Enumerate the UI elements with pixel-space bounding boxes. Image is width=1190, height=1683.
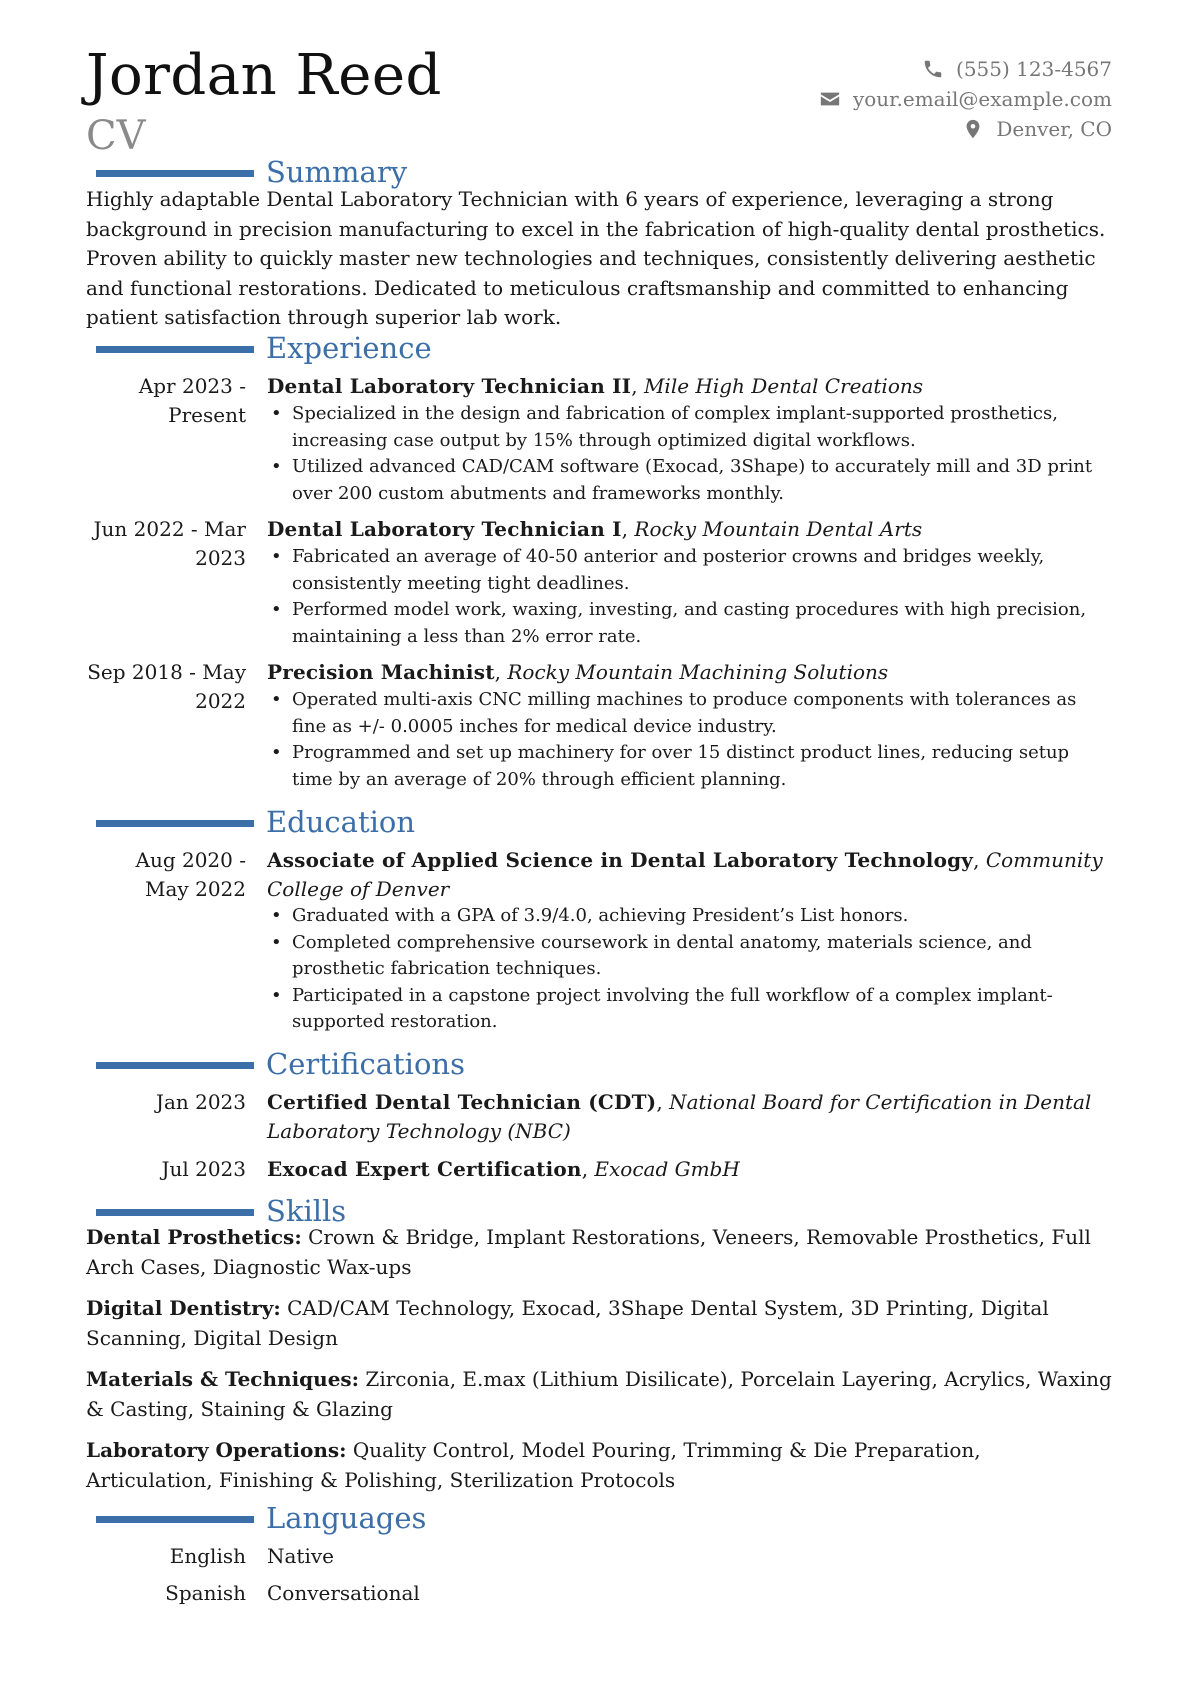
experience-entry: Dental Laboratory Technician I, Rocky Mountain Dental Arts: [267, 517, 923, 541]
language-name: Spanish: [165, 1581, 246, 1605]
summary-text: Highly adaptable Dental Laboratory Technician with 6 years of experience, leveraging a strong background in precision manufacturing to excel in the fabrication of high-quality dental prosthetics. Proven ability to quickly master new technologies and techniques, consistently delivering aesthetic and functional restorations. Dedicated to meticulous craftsmanship and committed to enhancing patient satisfaction through superior lab work.: [86, 187, 1106, 329]
employer: Mile High Dental Creations: [643, 374, 924, 398]
skill-group: [86, 1436, 1112, 1495]
section-rule: [96, 346, 254, 353]
experience-bullets: [267, 544, 1112, 650]
section-title: Summary: [266, 155, 408, 189]
list-item: • Completed comprehensive coursework in dental anatomy, materials science, and prosthetic fabrication techniques.: [267, 930, 1112, 983]
section-rule: [96, 1516, 254, 1523]
certification-date: Jan 2023: [155, 1090, 246, 1114]
certification-date: Jul 2023: [161, 1157, 246, 1181]
certification-name: Certified Dental Technician (CDT): [267, 1090, 657, 1114]
section-title: Certifications: [266, 1047, 465, 1081]
experience-date: Sep 2018 - May 2022: [87, 660, 246, 713]
map-pin-icon: [962, 118, 984, 140]
list-item: • Participated in a capstone project involving the full workflow of a complex implant-supported restoration.: [267, 983, 1112, 1036]
experience-date: Apr 2023 - Present: [138, 374, 246, 427]
experience-entry: Precision Machinist, Rocky Mountain Machining Solutions: [267, 660, 889, 684]
contact-block: [819, 54, 1112, 144]
job-title: Precision Machinist: [267, 660, 495, 684]
section-title: Education: [266, 805, 416, 839]
list-item: • Programmed and set up machinery for over 15 distinct product lines, reducing setup time by an average of 20% through efficient planning.: [267, 740, 1112, 793]
section-rule: [96, 820, 254, 827]
language-name: English: [169, 1544, 246, 1568]
skill-group: [86, 1223, 1112, 1282]
skill-category: Digital Dentistry:: [86, 1296, 281, 1320]
job-title: Dental Laboratory Technician II: [267, 374, 632, 398]
section-rule: [96, 170, 254, 177]
experience-heading: [96, 330, 996, 370]
list-item: • Performed model work, waxing, investing, and casting procedures with high precision, maintaining a less than 2% error rate.: [267, 597, 1112, 650]
envelope-icon: [819, 88, 841, 110]
certification-entry: Exocad Expert Certification, Exocad GmbH: [267, 1157, 740, 1181]
certifying-body: Exocad GmbH: [594, 1157, 740, 1181]
phone-icon: [922, 58, 944, 80]
list-item: • Utilized advanced CAD/CAM software (Exocad, 3Shape) to accurately mill and 3D print over 200 custom abutments and frameworks monthly.: [267, 454, 1112, 507]
section-rule: [96, 1209, 254, 1216]
degree: Associate of Applied Science in Dental Laboratory Technology: [267, 848, 974, 872]
list-item: • Specialized in the design and fabrication of complex implant-supported prosthetics, increasing case output by 15% through optimized digital workflows.: [267, 401, 1112, 454]
skill-group: [86, 1294, 1112, 1353]
skill-list: Zirconia, E.max (Lithium Disilicate), Porcelain Layering, Acrylics, Waxing & Casting, Staining & Glazing: [86, 1367, 1112, 1421]
phone-text[interactable]: (555) 123-4567: [956, 57, 1112, 81]
header: [86, 40, 1112, 160]
certification-entry: Certified Dental Technician (CDT), National Board for Certification in Dental Laboratory Technology (NBC): [267, 1090, 1092, 1143]
experience-bullets: [267, 401, 1112, 507]
certifications-heading: [96, 1046, 996, 1086]
list-item: • Operated multi-axis CNC milling machines to produce components with tolerances as fine as +/- 0.0005 inches for medical device industry.: [267, 687, 1112, 740]
skill-list: CAD/CAM Technology, Exocad, 3Shape Dental System, 3D Printing, Digital Scanning, Digital Design: [86, 1296, 1049, 1350]
job-title: Dental Laboratory Technician I: [267, 517, 622, 541]
skill-category: Materials & Techniques:: [86, 1367, 360, 1391]
certifying-body: National Board for Certification in Dental Laboratory Technology (NBC): [267, 1090, 1092, 1143]
skill-list: Crown & Bridge, Implant Restorations, Veneers, Removable Prosthetics, Full Arch Cases, Diagnostic Wax-ups: [86, 1225, 1091, 1279]
skill-group: [86, 1365, 1112, 1424]
contact-email: [819, 84, 1112, 114]
location-text: Denver, CO: [996, 117, 1112, 141]
skill-category: Dental Prosthetics:: [86, 1225, 302, 1249]
certification-name: Exocad Expert Certification: [267, 1157, 582, 1181]
employer: Rocky Mountain Dental Arts: [634, 517, 923, 541]
language-level: Conversational: [267, 1581, 420, 1605]
language-level: Native: [267, 1544, 334, 1568]
education-date: Aug 2020 - May 2022: [135, 848, 246, 901]
contact-phone: [819, 54, 1112, 84]
education-entry: Associate of Applied Science in Dental Laboratory Technology, Community College of Denver: [267, 848, 1103, 901]
languages-heading: [96, 1500, 996, 1540]
document-subtitle: CV: [86, 113, 146, 159]
experience-bullets: [267, 687, 1112, 793]
section-rule: [96, 1062, 254, 1069]
employer: Rocky Mountain Machining Solutions: [507, 660, 889, 684]
list-item: • Fabricated an average of 40-50 anterior and posterior crowns and bridges weekly, consistently meeting tight deadlines.: [267, 544, 1112, 597]
experience-date: Jun 2022 - Mar 2023: [93, 517, 246, 570]
skill-list: Quality Control, Model Pouring, Trimming & Die Preparation, Articulation, Finishing & Polishing, Sterilization Protocols: [86, 1438, 981, 1492]
experience-entry: Dental Laboratory Technician II, Mile High Dental Creations: [267, 374, 924, 398]
education-heading: [96, 804, 996, 844]
section-title: Skills: [266, 1194, 347, 1228]
section-title: Languages: [266, 1501, 427, 1535]
person-name: Jordan Reed: [86, 43, 442, 108]
education-bullets: [267, 903, 1112, 1036]
skill-category: Laboratory Operations:: [86, 1438, 347, 1462]
contact-location: [819, 114, 1112, 144]
section-title: Experience: [266, 331, 432, 365]
institution: Community College of Denver: [267, 848, 1103, 901]
list-item: • Graduated with a GPA of 3.9/4.0, achieving President’s List honors.: [267, 903, 1112, 930]
email-text[interactable]: your.email@example.com: [852, 87, 1112, 111]
